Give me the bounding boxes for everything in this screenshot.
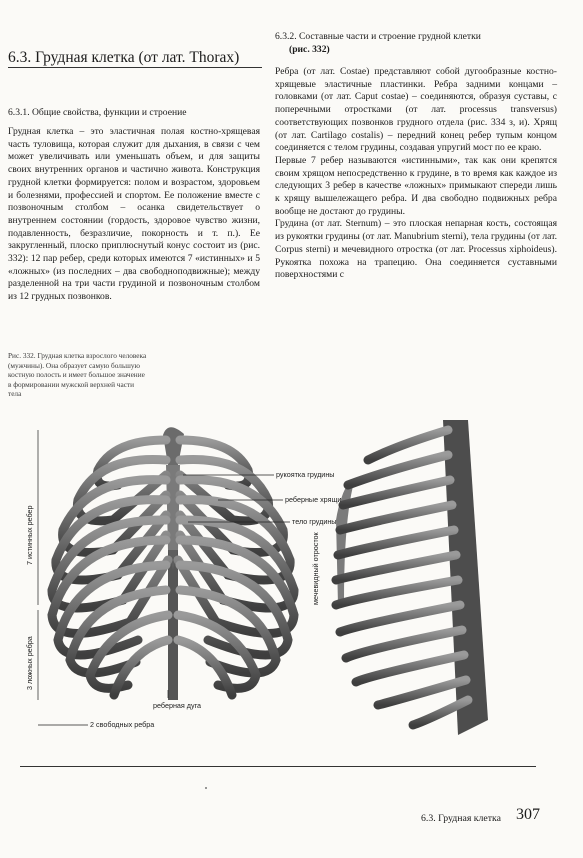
label-floating-ribs: 2 свободных ребра <box>90 720 155 729</box>
figure-caption: Рис. 332. Грудная клетка взрослого человека (мужчины). Она образует самую большую костную полость и имеет большое значение в формировании мужской верхней части тела <box>8 351 147 398</box>
left-body <box>8 126 260 304</box>
thorax-illustration <box>18 400 548 765</box>
label-sternum-body: тело грудины <box>292 517 337 526</box>
chapter-title-rule <box>8 67 262 68</box>
right-paragraph-true-ribs: Первые 7 ребер называются «истинными», так как они крепятся своим хрящом непосредственно к грудине, в то время как каждое из следующих 3 ребер в качестве «ложных» примыкают спереди лишь к хрящу вышележащего ребра. И два свободно подвижных ребра вообще не достают до грудины. <box>275 154 557 217</box>
bottom-rule <box>20 766 536 767</box>
figure-thorax <box>18 400 548 765</box>
right-heading-title: 6.3.2. Составные части и строение грудной клетки <box>275 31 481 42</box>
right-heading <box>275 31 557 56</box>
right-body <box>275 66 557 282</box>
rib-cage-front <box>52 427 294 700</box>
right-paragraph-ribs: Ребра (от лат. Costae) представляют собой дугообразные костно-хрящевые эластичные пластинки. Ребра задними концами – головками (от лат. Caput costae) – соединяются, образуя суставы, с поперечными отростками (от лат. processus transversus) соответствующих позвонков грудного отдела (рис. 334 з, и). Хрящ (от лат. Cartilago costalis) – передний конец ребер тупым концом соединяется с телом грудины, создавая упругий мост по ее краю. <box>275 66 557 154</box>
right-paragraph-sternum: Грудина (от лат. Sternum) – это плоская непарная кость, состоящая из рукоятки грудины (от лат. Manubrium sterni), тела грудины (от лат. Corpus sterni) и мечевидного отростка (от лат. Processus xiphoideus). Рукоятка похожа на трапецию. Она соединяется суставными поверхностями с <box>275 218 557 281</box>
label-costal-arch: реберная дуга <box>153 701 202 710</box>
label-costal-cartilage: реберные хрящи <box>285 495 342 504</box>
right-heading-ref: (рис. 332) <box>289 43 330 55</box>
scan-speck <box>205 787 207 789</box>
left-paragraph: Грудная клетка – это эластичная полая костно-хрящевая часть туловища, которая служит для дыхания, в связи с чем может увеличивать или уменьшать объем, и для защиты своих внутренних органов и частично живота. Конструкция грудной клетки формируется: полом и возрастом, здоровьем и болезнями, профессией и спортом. Ее положение вместе с позвоночным столбом – осанка свидетельствует о внутреннем состоянии (гордость, здоровое чувство жизни, подавленность, безразличие, покорность и т. п.). Ее закругленный, плоско приплюснутый конус состоит из (рис. 332): 12 пар ребер, среди которых имеются 7 «истинных» и 5 «ложных» (из последних – два свободноподвижные); между разделенной на три части грудиной и позвоночным столбом из 12 грудных позвонков. <box>8 126 260 303</box>
label-false-ribs: 3 ложных ребра <box>25 636 34 690</box>
rib-cage-side <box>336 420 488 735</box>
label-manubrium: рукоятка грудины <box>276 470 335 479</box>
label-xiphoid: мечевидный отросток <box>311 532 320 605</box>
chapter-title: 6.3. Грудная клетка (от лат. Thorax) <box>8 49 240 66</box>
subsection-title: 6.3.1. Общие свойства, функции и строение <box>8 107 187 118</box>
page-number: 307 <box>516 806 540 823</box>
running-footer-title: 6.3. Грудная клетка <box>421 813 502 824</box>
label-true-ribs: 7 истинных ребер <box>25 505 34 565</box>
